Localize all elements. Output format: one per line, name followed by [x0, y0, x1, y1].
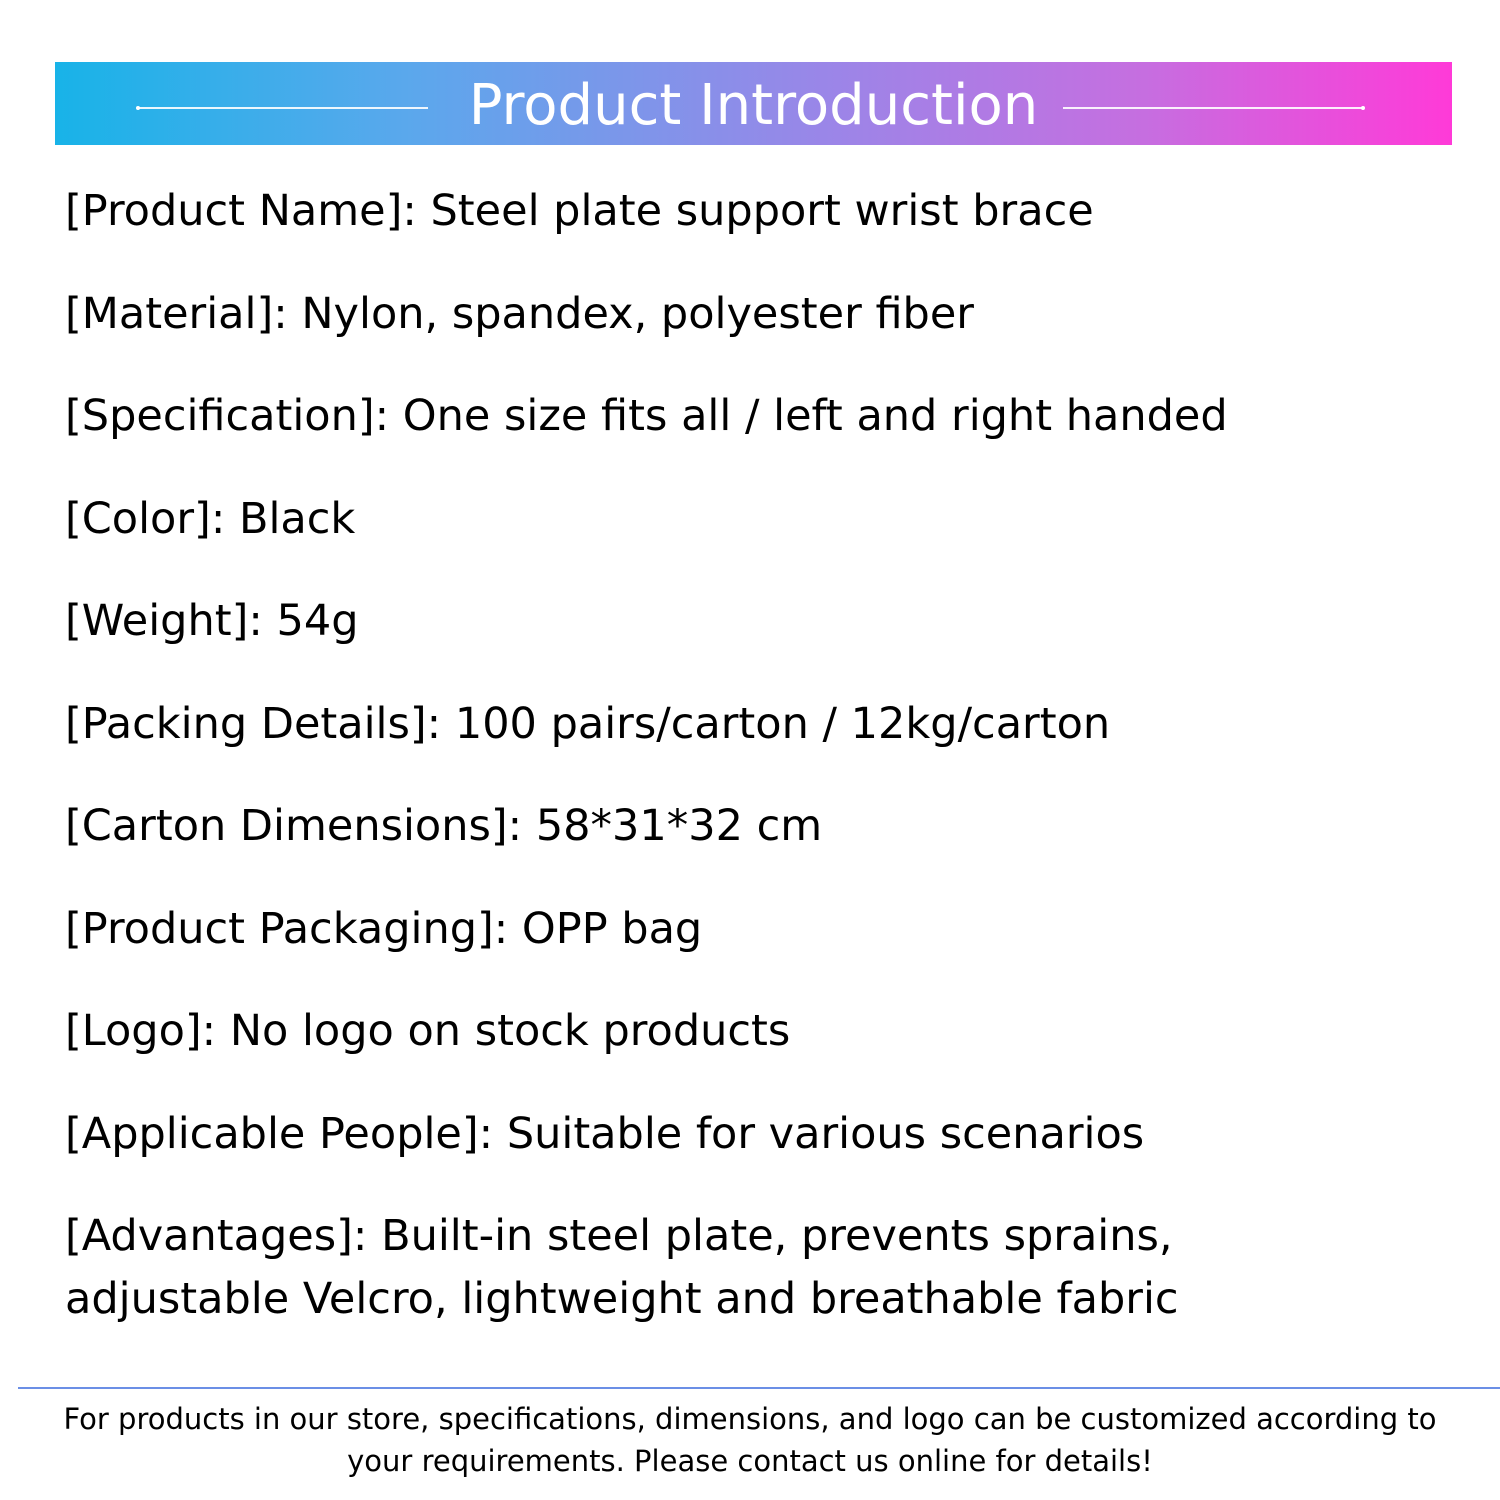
spec-logo: [Logo]: No logo on stock products: [65, 1006, 791, 1056]
spec-list: [65, 180, 1465, 1331]
header-banner: [55, 62, 1452, 145]
footer-note: For products in our store, specifications, dimensions, and logo can be customized according to your requirements. Please contact us online for details!: [63, 1402, 1437, 1478]
spec-packing-details: [Packing Details]: 100 pairs/carton / 12kg/carton: [65, 698, 1111, 749]
spec-material: [Material]: Nylon, spandex, polyester fiber: [65, 288, 974, 339]
spec-color: [Color]: Black: [65, 493, 356, 544]
banner-dot-right: [1361, 106, 1365, 110]
spec-specification: [Specification]: One size fits all / left and right handed: [65, 391, 1228, 441]
spec-carton-dimensions: [Carton Dimensions]: 58*31*32 cm: [65, 801, 823, 851]
page-title: Product Introduction: [468, 73, 1039, 138]
spec-product-packaging: [Product Packaging]: OPP bag: [65, 903, 703, 954]
spec-weight: [Weight]: 54g: [65, 596, 359, 646]
spec-advantages: [Advantages]: Built-in steel plate, prevents sprains, adjustable Velcro, lightweight and breathable fabric: [65, 1211, 1179, 1324]
spec-applicable-people: [Applicable People]: Suitable for various scenarios: [65, 1108, 1145, 1159]
banner-line-right: [1063, 107, 1363, 109]
footer-divider: [18, 1387, 1500, 1389]
spec-product-name: [Product Name]: Steel plate support wrist brace: [65, 186, 1094, 236]
